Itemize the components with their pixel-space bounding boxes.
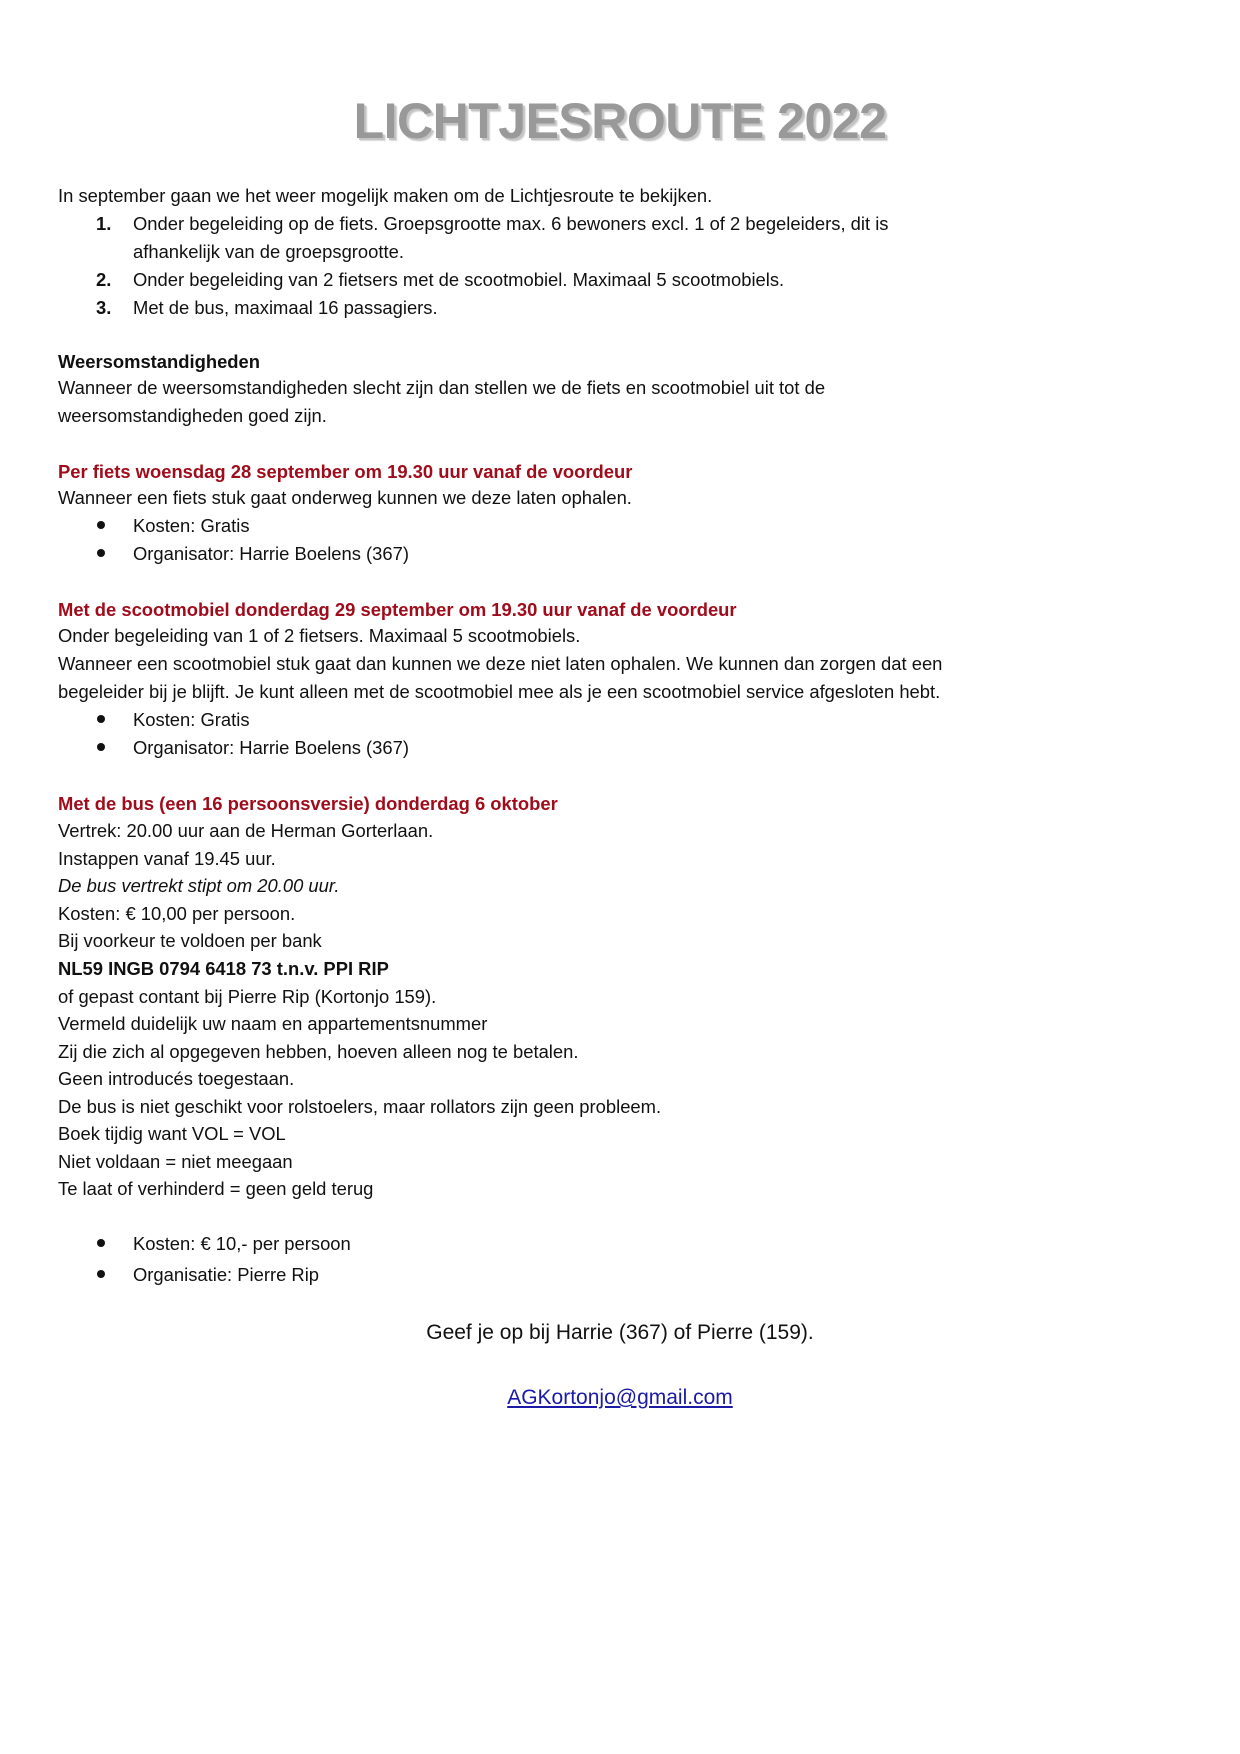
bus-organizer: Organisatie: Pierre Rip <box>133 1264 320 1285</box>
bullet-icon <box>97 743 105 751</box>
bike-cost: Kosten: Gratis <box>133 515 250 536</box>
email-link[interactable]: AGKortonjo@gmail.com <box>507 1386 733 1409</box>
intro-text: In september gaan we het weer mogelijk maken om de Lichtjesroute te bekijken. <box>58 185 713 206</box>
bus-text: Bij voorkeur te voldoen per bank <box>58 930 322 951</box>
bus-text: Kosten: € 10,00 per persoon. <box>58 903 296 924</box>
bank-account: NL59 INGB 0794 6418 73 t.n.v. PPI RIP <box>58 958 389 979</box>
option-text: Met de bus, maximaal 16 passagiers. <box>133 297 438 318</box>
bus-text: Geen introducés toegestaan. <box>58 1068 295 1089</box>
bus-text: Niet voldaan = niet meegaan <box>58 1151 293 1172</box>
scooter-cost: Kosten: Gratis <box>133 709 250 730</box>
scooter-heading: Met de scootmobiel donderdag 29 september om 19.30 uur vanaf de voordeur <box>58 599 737 620</box>
bus-text: Zij die zich al opgegeven hebben, hoeven alleen nog te betalen. <box>58 1041 579 1062</box>
weather-text: Wanneer de weersomstandigheden slecht zijn dan stellen we de fiets en scootmobiel uit tot de <box>58 377 826 398</box>
bus-text: De bus is niet geschikt voor rolstoelers, maar rollators zijn geen probleem. <box>58 1096 662 1117</box>
bus-text-italic: De bus vertrekt stipt om 20.00 uur. <box>58 875 340 896</box>
bullet-icon <box>97 521 105 529</box>
weather-text-cont: weersomstandigheden goed zijn. <box>58 405 327 426</box>
scooter-text: Onder begeleiding van 1 of 2 fietsers. Maximaal 5 scootmobiels. <box>58 625 581 646</box>
bike-heading: Per fiets woensdag 28 september om 19.30 uur vanaf de voordeur <box>58 461 633 482</box>
bullet-icon <box>97 1239 105 1247</box>
scooter-text: Wanneer een scootmobiel stuk gaat dan kunnen we deze niet laten ophalen. We kunnen dan zorgen dat een <box>58 653 943 674</box>
bus-heading: Met de bus (een 16 persoonsversie) donderdag 6 oktober <box>58 793 558 814</box>
bullet-icon <box>97 715 105 723</box>
scooter-text: begeleider bij je blijft. Je kunt alleen met de scootmobiel mee als je een scootmobiel service afgesloten hebt. <box>58 681 941 702</box>
bike-organizer: Organisator: Harrie Boelens (367) <box>133 543 409 564</box>
bus-cost: Kosten: € 10,- per persoon <box>133 1233 351 1254</box>
scooter-organizer: Organisator: Harrie Boelens (367) <box>133 737 409 758</box>
bus-text: of gepast contant bij Pierre Rip (Kortonjo 159). <box>58 986 437 1007</box>
bus-text: Vertrek: 20.00 uur aan de Herman Gorterlaan. <box>58 820 434 841</box>
option-text-cont: afhankelijk van de groepsgrootte. <box>133 241 404 262</box>
option-text: Onder begeleiding van 2 fietsers met de scootmobiel. Maximaal 5 scootmobiels. <box>133 269 785 290</box>
bus-text: Boek tijdig want VOL = VOL <box>58 1123 286 1144</box>
bus-text: Vermeld duidelijk uw naam en appartementsnummer <box>58 1013 488 1034</box>
option-number: 2. <box>96 269 112 290</box>
signup-text: Geef je op bij Harrie (367) of Pierre (159). <box>426 1321 814 1344</box>
email-line <box>0 1384 1240 1412</box>
option-text: Onder begeleiding op de fiets. Groepsgrootte max. 6 bewoners excl. 1 of 2 begeleiders, dit is <box>133 213 889 234</box>
page-title: LICHTJESROUTE 2022 <box>353 93 887 149</box>
weather-heading: Weersomstandigheden <box>58 351 261 372</box>
bus-text: Instappen vanaf 19.45 uur. <box>58 848 276 869</box>
option-number: 1. <box>96 213 112 234</box>
option-number: 3. <box>96 297 112 318</box>
bus-text: Te laat of verhinderd = geen geld terug <box>58 1178 374 1199</box>
bike-text: Wanneer een fiets stuk gaat onderweg kunnen we deze laten ophalen. <box>58 487 632 508</box>
bullet-icon <box>97 1270 105 1278</box>
bullet-icon <box>97 549 105 557</box>
